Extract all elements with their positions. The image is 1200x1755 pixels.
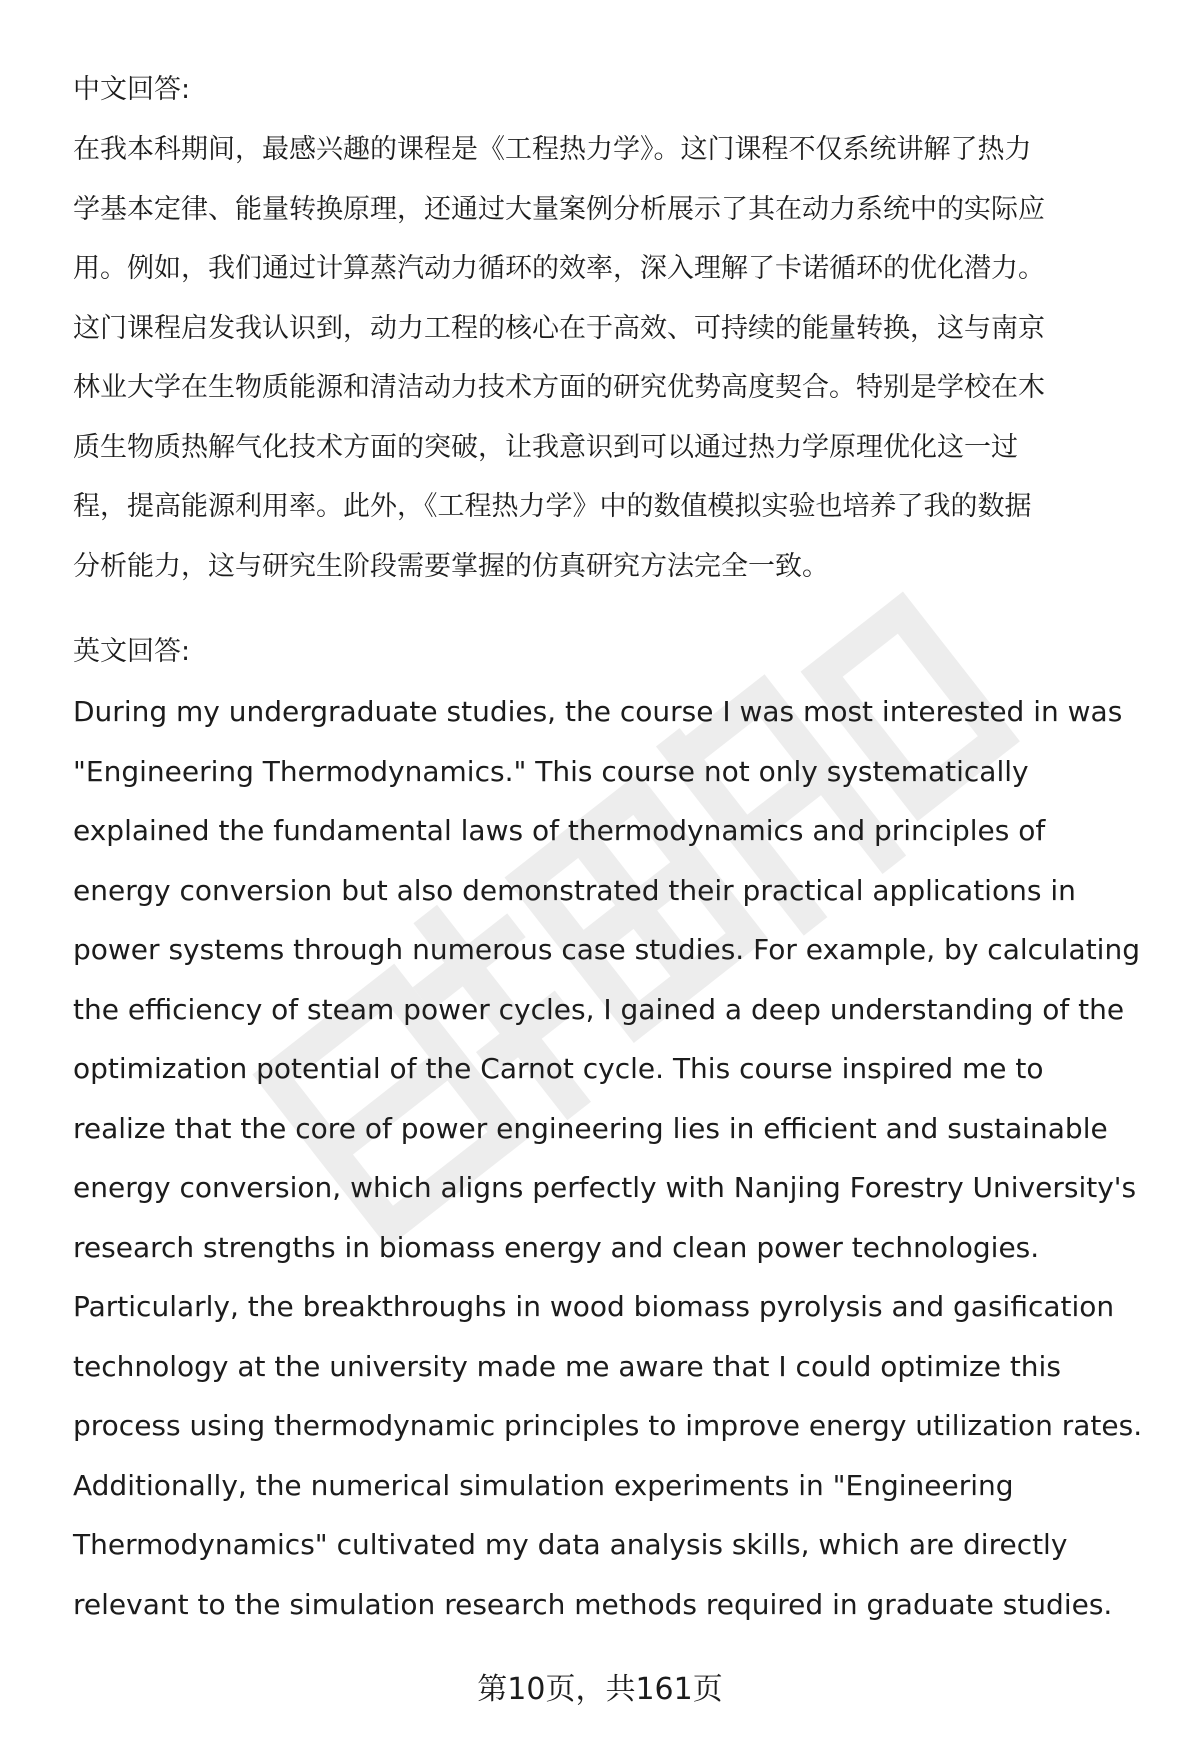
en-answer-paragraph [73, 682, 1163, 1634]
cn-line: 学基本定律、能量转换原理，还通过大量案例分析展示了其在动力系统中的实际应 [73, 193, 1045, 225]
en-line: realize that the core of power engineering lies in efficient and sustainable [73, 1111, 1108, 1145]
answer-content [73, 60, 1163, 1634]
section-spacer [73, 596, 1163, 622]
en-line: Thermodynamics" cultivated my data analysis skills, which are directly [73, 1528, 1068, 1561]
en-line: "Engineering Thermodynamics." This course not only systematically [73, 754, 1029, 788]
en-line: the efficiency of steam power cycles, I gained a deep understanding of the [73, 992, 1125, 1026]
cn-line: 林业大学在生物质能源和清洁动力技术方面的研究优势高度契合。特别是学校在木 [73, 372, 1045, 403]
cn-line: 这门课程启发我认识到，动力工程的核心在于高效、可持续的能量转换，这与南京 [73, 312, 1045, 344]
en-line: research strengths in biomass energy and clean power technologies. [73, 1230, 1040, 1264]
en-line: Particularly, the breakthroughs in wood biomass pyrolysis and gasification [73, 1290, 1115, 1323]
en-section-label: 英文回答: [73, 636, 191, 667]
en-line: energy conversion, which aligns perfectly with Nanjing Forestry University's [73, 1171, 1137, 1204]
cn-line: 程，提高能源利用率。此外，《工程热力学》中的数值模拟实验也培养了我的数据 [73, 491, 1032, 522]
en-line: technology at the university made me aware that I could optimize this [73, 1349, 1061, 1383]
cn-line: 分析能力，这与研究生阶段需要掌握的仿真研究方法完全一致。 [73, 550, 829, 582]
cn-line: 质生物质热解气化技术方面的突破，让我意识到可以通过热力学原理优化这一过 [73, 431, 1018, 463]
en-line: process using thermodynamic principles to improve energy utilization rates. [73, 1409, 1143, 1442]
en-line: power systems through numerous case studies. For example, by calculating [73, 933, 1140, 966]
en-line: During my undergraduate studies, the course I was most interested in was [73, 695, 1123, 728]
en-line: explained the fundamental laws of thermodynamics and principles of [73, 814, 1046, 847]
en-line: Additionally, the numerical simulation experiments in "Engineering [73, 1468, 1014, 1502]
en-line: relevant to the simulation research methods required in graduate studies. [73, 1587, 1113, 1621]
cn-answer-paragraph [73, 120, 1163, 596]
cn-section-label: 中文回答: [73, 74, 191, 105]
en-line: optimization potential of the Carnot cycle. This course inspired me to [73, 1052, 1044, 1085]
en-line: energy conversion but also demonstrated their practical applications in [73, 873, 1076, 907]
cn-line: 在我本科期间，最感兴趣的课程是《工程热力学》。这门课程不仅系统讲解了热力 [73, 134, 1032, 165]
cn-line: 用。例如，我们通过计算蒸汽动力循环的效率，深入理解了卡诺循环的优化潜力。 [73, 253, 1045, 284]
page-number: 第10页，共161页 [477, 1672, 723, 1707]
